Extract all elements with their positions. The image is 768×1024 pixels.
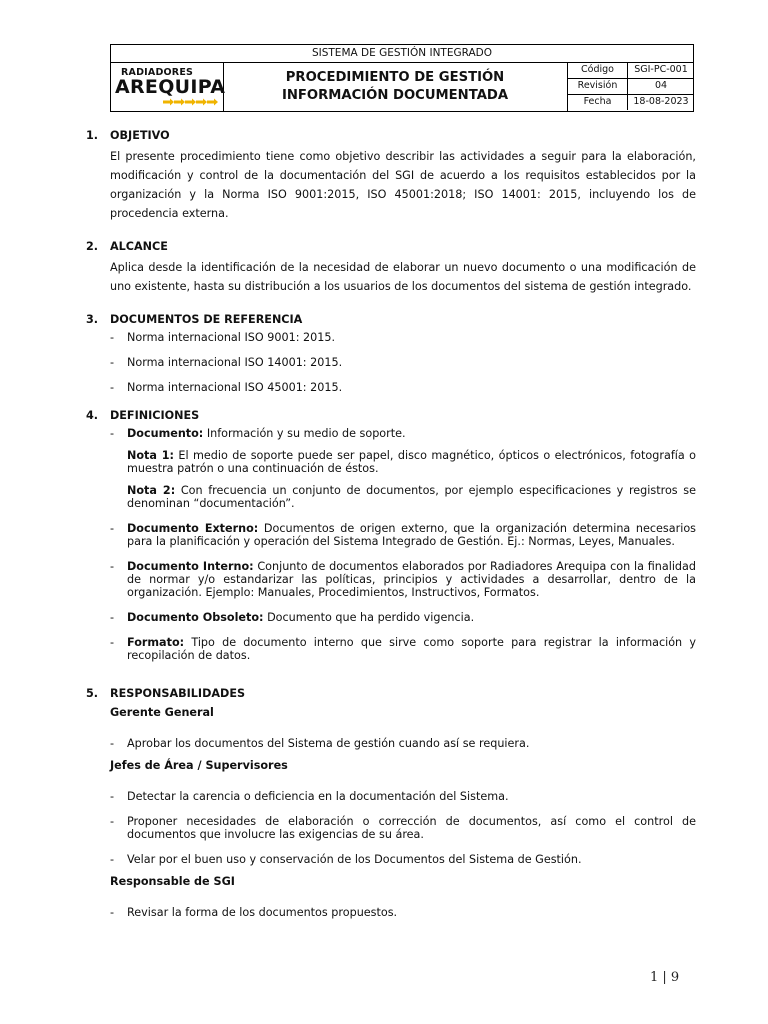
meta-row-revision — [568, 78, 694, 95]
list-item: - Documento Obsoleto: Documento que ha perdido vigencia. — [110, 611, 475, 624]
list-item: - Norma internacional ISO 14001: 2015. — [110, 356, 343, 369]
list-item: - Norma internacional ISO 45001: 2015. — [110, 381, 343, 394]
gerente-list — [86, 737, 696, 750]
logo-main-text: AREQUIPA — [115, 76, 226, 98]
jefes-list — [86, 790, 696, 866]
objective-paragraph: El presente procedimiento tiene como objetivo describir las actividades a seguir para la elaboración, modificación y control de la documentación del SGI de acuerdo a los requisitos establecidos por la organización y la Norma ISO 9001:2015, ISO 45001:2018; ISO 14001: 2015, incluyendo los de procedencia externa. — [110, 150, 696, 220]
reference-list — [86, 331, 696, 394]
section-title: DEFINICIONES — [110, 409, 200, 422]
list-item: - Revisar la forma de los documentos propuestos. — [110, 906, 398, 919]
subheading-sgi: Responsable de SGI — [110, 875, 235, 888]
meta-value: SGI-PC-001 — [634, 64, 688, 75]
meta-value: 04 — [654, 80, 668, 91]
section-number: 3. — [86, 313, 99, 326]
document-title — [223, 62, 568, 111]
scope-paragraph: Aplica desde la identificación de la necesidad de elaborar un nuevo documento o una modificación de uno existente, hasta su distribución a los usuarios de los documentos del sistema de gestión integrado. — [110, 261, 696, 293]
list-item: - Documento Externo: Documentos de origen externo, que la organización determina necesarios para la planificación y operación del Sistema Integrado de Gestión. Ej.: Normas, Leyes, Manuales. — [110, 522, 697, 548]
meta-row-code — [568, 62, 694, 79]
document-title-line2: INFORMACIÓN DOCUMENTADA — [281, 88, 509, 103]
section-title: OBJETIVO — [110, 129, 170, 142]
list-item: - Documento: Información y su medio de soporte. — [110, 427, 406, 440]
list-item: - Aprobar los documentos del Sistema de gestión cuando así se requiera. — [110, 737, 530, 750]
section-heading — [86, 126, 696, 143]
section-number: 1. — [86, 129, 99, 142]
document-header — [110, 44, 694, 112]
section-heading — [86, 406, 696, 423]
subheading-gerente: Gerente General — [110, 706, 214, 719]
subheading-jefes: Jefes de Área / Supervisores — [110, 759, 288, 772]
sgi-list — [86, 906, 696, 919]
document-body — [86, 126, 696, 919]
meta-key: Código — [568, 62, 628, 78]
section-number: 5. — [86, 687, 99, 700]
definitions-list — [86, 427, 696, 440]
company-logo — [111, 62, 224, 111]
list-item: - Documento Interno: Conjunto de documentos elaborados por Radiadores Arequipa con la finalidad de normar y/o estandarizar las políticas, principios y actividades a desarrollar, dentro de la organización. Ejemplo: Manuales, Procedimientos, Instructivos, Formatos. — [110, 560, 696, 599]
document-meta-table — [568, 62, 694, 111]
section-number: 2. — [86, 240, 99, 253]
section-title: DOCUMENTOS DE REFERENCIA — [110, 313, 303, 326]
document-title-line1: PROCEDIMIENTO DE GESTIÓN — [285, 70, 505, 85]
logo-arrows-icon — [163, 98, 219, 106]
system-title: SISTEMA DE GESTIÓN INTEGRADO — [111, 45, 693, 63]
section-title: RESPONSABILIDADES — [110, 687, 246, 700]
meta-row-date — [568, 94, 694, 110]
section-title: ALCANCE — [110, 240, 168, 253]
logo-top-text: RADIADORES — [121, 67, 194, 78]
list-item: - Velar por el buen uso y conservación de los Documentos del Sistema de Gestión. — [110, 853, 582, 866]
meta-key: Revisión — [568, 78, 628, 94]
list-item: - Proponer necesidades de elaboración o corrección de documentos, así como el control de documentos que involucre las exigencias de su área. — [110, 815, 696, 841]
definitions-list-cont — [86, 522, 696, 662]
note-1: Nota 1: El medio de soporte puede ser papel, disco magnético, ópticos o electrónicos, fotografía o muestra patrón o una continuación de éstos. — [127, 449, 696, 475]
note-2: Nota 2: Con frecuencia un conjunto de documentos, por ejemplo especificaciones y registros se denominan “documentación”. — [127, 484, 696, 510]
section-heading — [86, 310, 696, 327]
section-heading — [86, 237, 696, 254]
list-item: - Formato: Tipo de documento interno que sirve como soporte para registrar la información y recopilación de datos. — [110, 636, 696, 662]
page-number: 1 | 9 — [650, 970, 680, 985]
meta-value: 18-08-2023 — [633, 96, 689, 107]
meta-key: Fecha — [568, 94, 628, 110]
list-item: - Norma internacional ISO 9001: 2015. — [110, 331, 336, 344]
section-number: 4. — [86, 409, 99, 422]
section-heading — [86, 684, 696, 701]
list-item: - Detectar la carencia o deficiencia en la documentación del Sistema. — [110, 790, 509, 803]
